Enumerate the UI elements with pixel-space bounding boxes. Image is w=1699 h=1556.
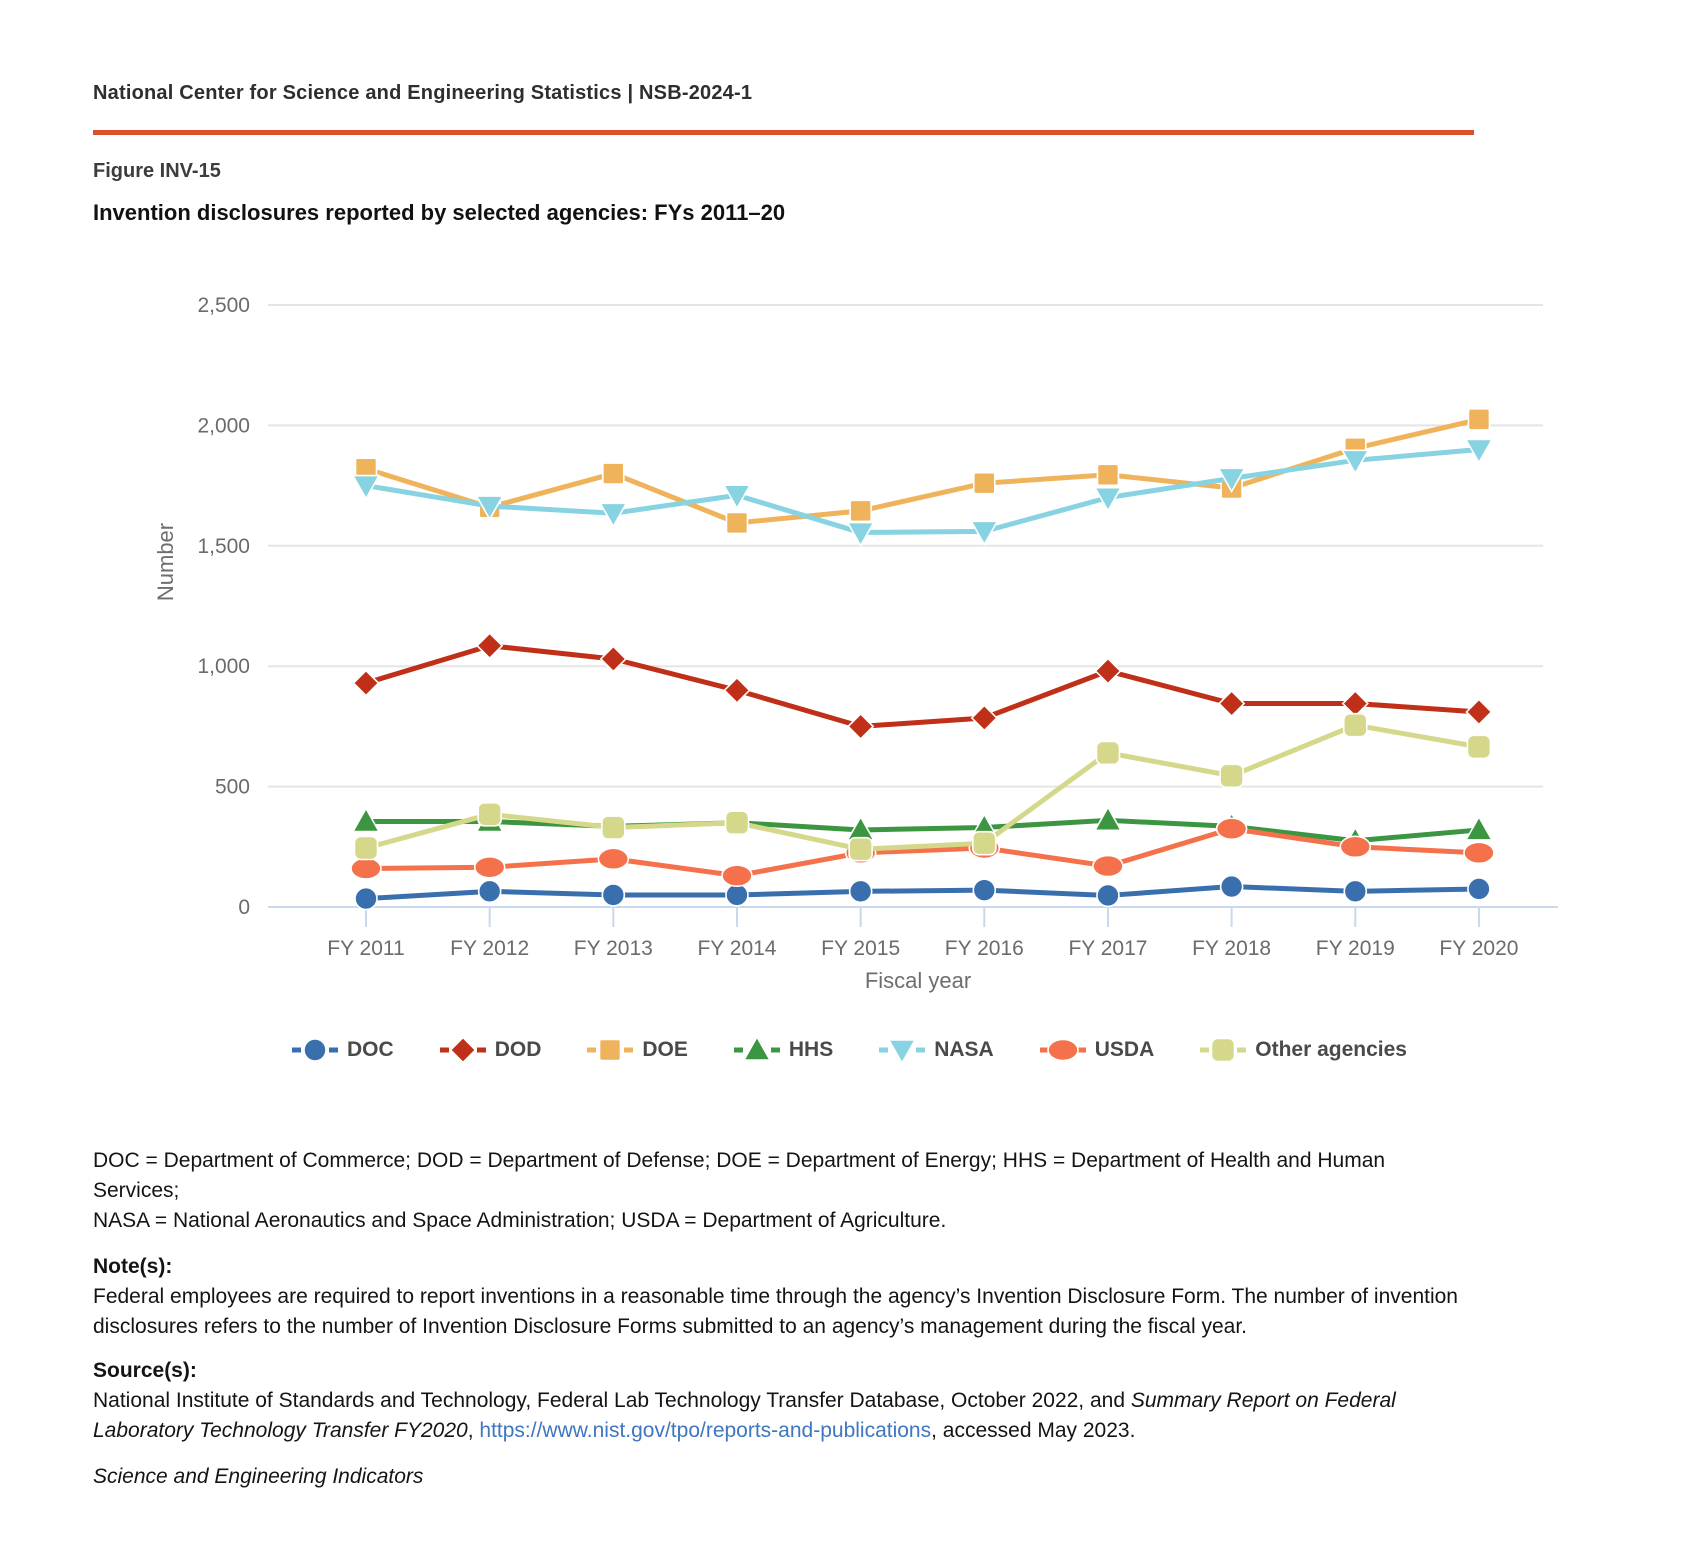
indicators-brand: Science and Engineering Indicators [93, 1465, 424, 1488]
data-point-marker [600, 1040, 621, 1061]
data-point-marker [602, 816, 625, 839]
data-point-marker [304, 1039, 326, 1061]
data-point-marker [1344, 714, 1367, 737]
doe-legend-marker-icon [587, 1036, 633, 1064]
data-point-marker [850, 880, 872, 902]
x-tick-label: FY 2017 [1068, 937, 1148, 960]
legend-item-nasa[interactable] [879, 1036, 994, 1064]
x-tick-label: FY 2020 [1439, 937, 1519, 960]
x-tick-label: FY 2012 [450, 937, 530, 960]
y-tick-label: 0 [238, 896, 250, 919]
doc-legend-marker-icon [292, 1036, 338, 1064]
data-point-marker [601, 646, 626, 671]
hhs-legend-marker-icon [734, 1036, 780, 1064]
x-tick-label: FY 2019 [1315, 937, 1395, 960]
data-point-marker [726, 884, 748, 906]
figure-number: Figure INV-15 [93, 160, 221, 182]
data-point-marker [598, 848, 628, 869]
abbreviation-note [93, 1146, 1477, 1236]
data-point-marker [849, 838, 872, 861]
other-agencies-legend-marker-icon [1200, 1036, 1246, 1064]
data-point-marker [1464, 842, 1494, 863]
x-tick-label: FY 2014 [697, 937, 777, 960]
data-point-marker [722, 865, 752, 886]
legend-label: USDA [1094, 1038, 1155, 1061]
data-point-marker [354, 671, 379, 696]
abbreviation-line: NASA = National Aeronautics and Space Administration; USDA = Department of Agriculture. [93, 1209, 947, 1232]
data-point-marker [1344, 880, 1366, 902]
x-tick-label: FY 2011 [327, 937, 405, 960]
data-point-marker [724, 678, 749, 703]
y-tick-label: 2,000 [197, 414, 250, 438]
data-point-marker [1468, 409, 1489, 430]
data-point-marker [850, 500, 871, 521]
data-point-marker [1219, 691, 1244, 716]
nasa-legend-marker-icon [879, 1036, 925, 1064]
data-point-marker [972, 705, 997, 730]
note-line: Federal employees are required to report inventions in a reasonable time through the agency’s Invention Disclosure Form. The number of invention [93, 1285, 1458, 1308]
source-report-title: Summary Report on Federal Laboratory Technology Transfer FY2020 [93, 1389, 1396, 1442]
data-point-marker [1466, 699, 1491, 724]
figure-title: Invention disclosures reported by selected agencies: FYs 2011–20 [93, 200, 786, 225]
data-point-marker [1212, 1039, 1235, 1062]
legend-item-doe[interactable] [587, 1036, 688, 1064]
x-tick-label: FY 2018 [1192, 937, 1272, 960]
series-line-dod [366, 646, 1479, 727]
data-point-marker [602, 884, 624, 906]
source-text-part: , accessed May 2023. [931, 1419, 1136, 1442]
legend-item-hhs[interactable] [734, 1036, 833, 1064]
data-point-marker [1467, 735, 1490, 758]
data-point-marker [726, 512, 747, 533]
x-tick-label: FY 2016 [944, 937, 1024, 960]
legend-label: DOD [494, 1038, 542, 1061]
data-point-marker [355, 888, 377, 910]
y-tick-label: 500 [214, 775, 250, 799]
legend-label: NASA [934, 1038, 994, 1061]
dod-legend-marker-icon [440, 1036, 486, 1064]
legend-label: DOC [347, 1038, 394, 1061]
data-point-marker [1221, 876, 1243, 898]
x-axis-title: Fiscal year [864, 968, 972, 993]
source-text-part: National Institute of Standards and Technology, Federal Lab Technology Transfer Database, October 2022, and [93, 1389, 1131, 1412]
footnotes [93, 1146, 1477, 1492]
page-header: National Center for Science and Engineering Statistics | NSB-2024-1 [93, 82, 753, 104]
legend-item-usda[interactable] [1040, 1036, 1155, 1064]
series-line-hhs [366, 820, 1479, 840]
data-point-marker [479, 880, 501, 902]
y-tick-label: 1,500 [197, 534, 250, 558]
data-point-marker [974, 473, 995, 494]
chart-legend [0, 1036, 1699, 1064]
abbreviation-line: DOC = Department of Commerce; DOD = Department of Defense; DOE = Department of Energy; HHS = Department of Health and Human Services; [93, 1149, 1386, 1202]
series-line-doc [366, 887, 1479, 899]
data-point-marker [475, 857, 505, 878]
source-text [93, 1386, 1477, 1446]
note-line: disclosures refers to the number of Invention Disclosure Forms submitted to an agency’s management during the fiscal year. [93, 1315, 1248, 1338]
data-point-marker [477, 633, 502, 658]
source-text-part: , [467, 1419, 480, 1442]
data-point-marker [1097, 884, 1119, 906]
y-tick-label: 2,500 [197, 294, 250, 317]
legend-label: Other agencies [1255, 1038, 1407, 1061]
data-point-marker [351, 858, 381, 879]
legend-item-doc[interactable] [292, 1036, 394, 1064]
y-tick-label: 1,000 [197, 655, 250, 679]
data-point-marker [1097, 464, 1118, 485]
data-point-marker [603, 463, 624, 484]
data-point-marker [1093, 856, 1123, 877]
data-point-marker [848, 714, 873, 739]
data-point-marker [1095, 659, 1120, 684]
data-point-marker [450, 1038, 475, 1063]
data-point-marker [1217, 818, 1247, 839]
data-point-marker [478, 803, 501, 826]
y-axis-title: Number [153, 522, 178, 602]
legend-item-dod[interactable] [440, 1036, 542, 1064]
data-point-marker [1096, 741, 1119, 764]
note-text [93, 1282, 1477, 1342]
legend-label: DOE [642, 1038, 688, 1061]
data-point-marker [973, 832, 996, 855]
data-point-marker [1468, 878, 1490, 900]
usda-legend-marker-icon [1040, 1036, 1086, 1064]
data-point-marker [1343, 691, 1368, 716]
data-point-marker [1340, 836, 1370, 857]
data-point-marker [1048, 1040, 1078, 1061]
data-point-marker [1220, 764, 1243, 787]
data-point-marker [744, 1037, 770, 1060]
note-label: Note(s): [93, 1255, 173, 1278]
data-point-marker [973, 879, 995, 901]
source-link[interactable]: https://www.nist.gov/tpo/reports-and-publications [479, 1419, 932, 1442]
source-label: Source(s): [93, 1359, 197, 1382]
data-point-marker [355, 837, 378, 860]
x-tick-label: FY 2013 [573, 937, 653, 960]
legend-label: HHS [788, 1038, 834, 1061]
x-tick-label: FY 2015 [821, 937, 901, 960]
data-point-marker [889, 1040, 915, 1063]
legend-item-other-agencies[interactable] [1200, 1036, 1407, 1064]
data-point-marker [725, 811, 748, 834]
